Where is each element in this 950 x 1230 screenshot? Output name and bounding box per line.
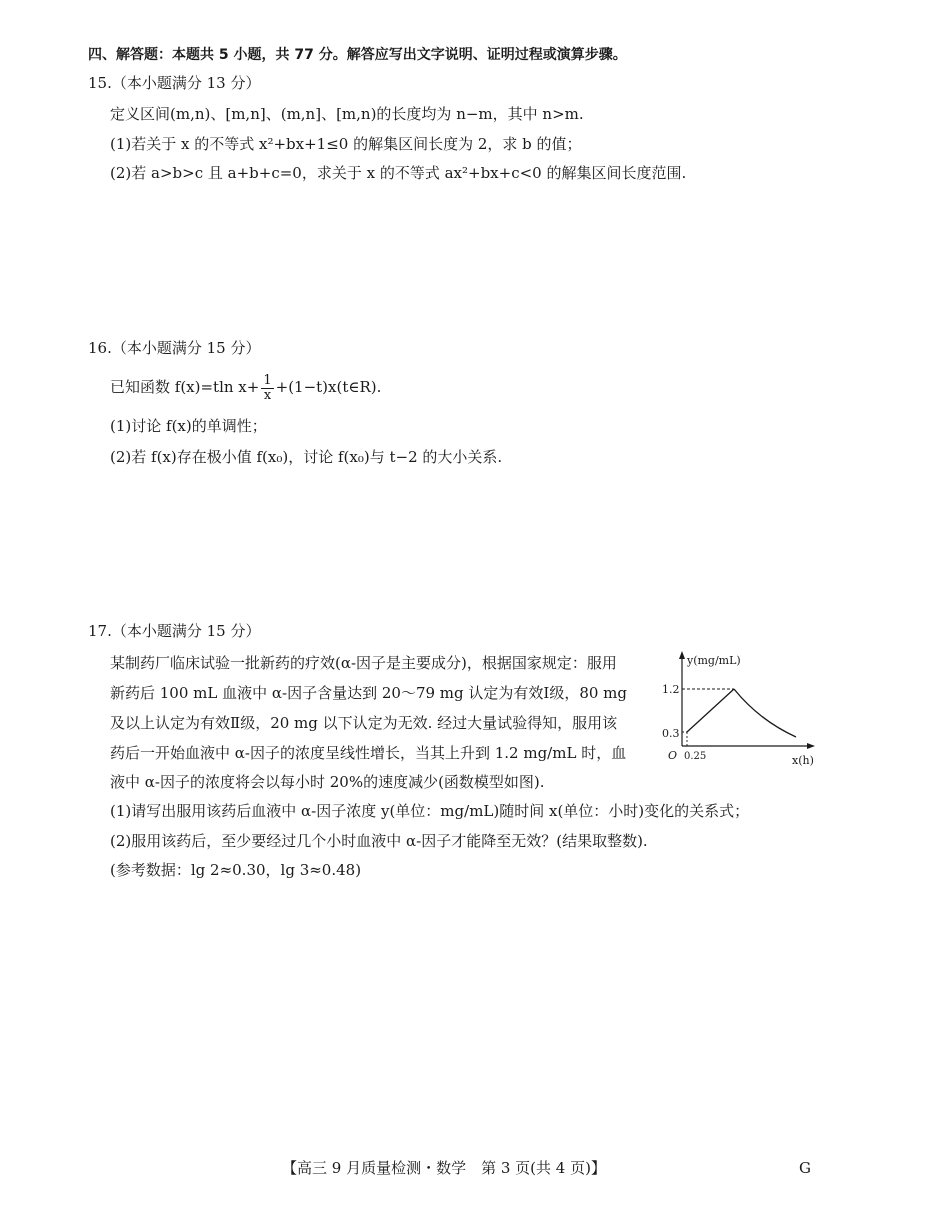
y-axis-arrow-icon (679, 651, 685, 659)
origin-label: O (668, 749, 678, 762)
q17-part2: (2)服用该药后，至少要经过几个小时血液中 α-因子才能降至无效？(结果取整数). (110, 832, 648, 850)
q16-part2: (2)若 f(x)存在极小值 f(x₀)，讨论 f(x₀)与 t−2 的大小关系. (110, 448, 503, 466)
q16-stem-after: +(1−t)x(t∈R). (275, 378, 382, 396)
y-axis-label: y(mg/mL) (687, 654, 741, 667)
q17-title: 17.（本小题满分 15 分） (88, 622, 261, 640)
y-tick-0-3: 0.3 (662, 727, 680, 740)
x-axis-arrow-icon (807, 743, 815, 749)
q17-line3: 及以上认定为有效Ⅱ级，20 mg 以下认定为无效. 经过大量试验得知，服用该 (110, 714, 618, 732)
q16-fraction (261, 374, 273, 403)
linear-increase-segment (687, 689, 734, 732)
q15-title: 15.（本小题满分 13 分） (88, 74, 261, 92)
section-header: 四、解答题：本题共 5 小题，共 77 分。解答应写出文字说明、证明过程或演算步骤。 (88, 47, 627, 63)
q16-stem-before: 已知函数 f(x)=tln x+ (110, 378, 260, 396)
q17-line5: 液中 α-因子的浓度将会以每小时 20%的速度减少(函数模型如图). (110, 773, 545, 791)
q16-frac-denominator: x (263, 387, 272, 403)
exponential-decay-curve (734, 689, 796, 737)
q17-line2: 新药后 100 mL 血液中 α-因子含量达到 20～79 mg 认定为有效Ⅰ级，80 mg (110, 684, 627, 702)
corner-mark: G (799, 1159, 811, 1177)
q16-stem (110, 370, 381, 404)
q17-line1: 某制药厂临床试验一批新药的疗效(α-因子是主要成分)，根据国家规定：服用 (110, 654, 617, 672)
q15-stem: 定义区间(m,n)、[m,n]、(m,n]、[m,n)的长度均为 n−m，其中 n>m. (110, 105, 584, 123)
x-axis-label: x(h) (792, 754, 814, 767)
q15-part1: (1)若关于 x 的不等式 x²+bx+1≤0 的解集区间长度为 2，求 b 的值； (110, 135, 582, 153)
x-tick-0-25: 0.25 (684, 751, 707, 762)
q16-title: 16.（本小题满分 15 分） (88, 339, 261, 357)
q17-function-graph (655, 648, 820, 773)
page-footer: 【高三 9 月质量检测・数学 第 3 页(共 4 页)】 (282, 1159, 606, 1177)
q17-reference-data: (参考数据：lg 2≈0.30，lg 3≈0.48) (110, 861, 362, 879)
q17-part1: (1)请写出服用该药后血液中 α-因子浓度 y(单位：mg/mL)随时间 x(单位：小时)变化的关系式； (110, 802, 750, 820)
q17-line4: 药后一开始血液中 α-因子的浓度呈线性增长，当其上升到 1.2 mg/mL 时，血 (110, 744, 627, 762)
q16-frac-numerator: 1 (263, 372, 272, 388)
q15-part2: (2)若 a>b>c 且 a+b+c=0，求关于 x 的不等式 ax²+bx+c<0 的解集区间长度范围. (110, 164, 687, 182)
q16-part1: (1)讨论 f(x)的单调性； (110, 417, 267, 435)
y-tick-1-2: 1.2 (662, 683, 680, 696)
